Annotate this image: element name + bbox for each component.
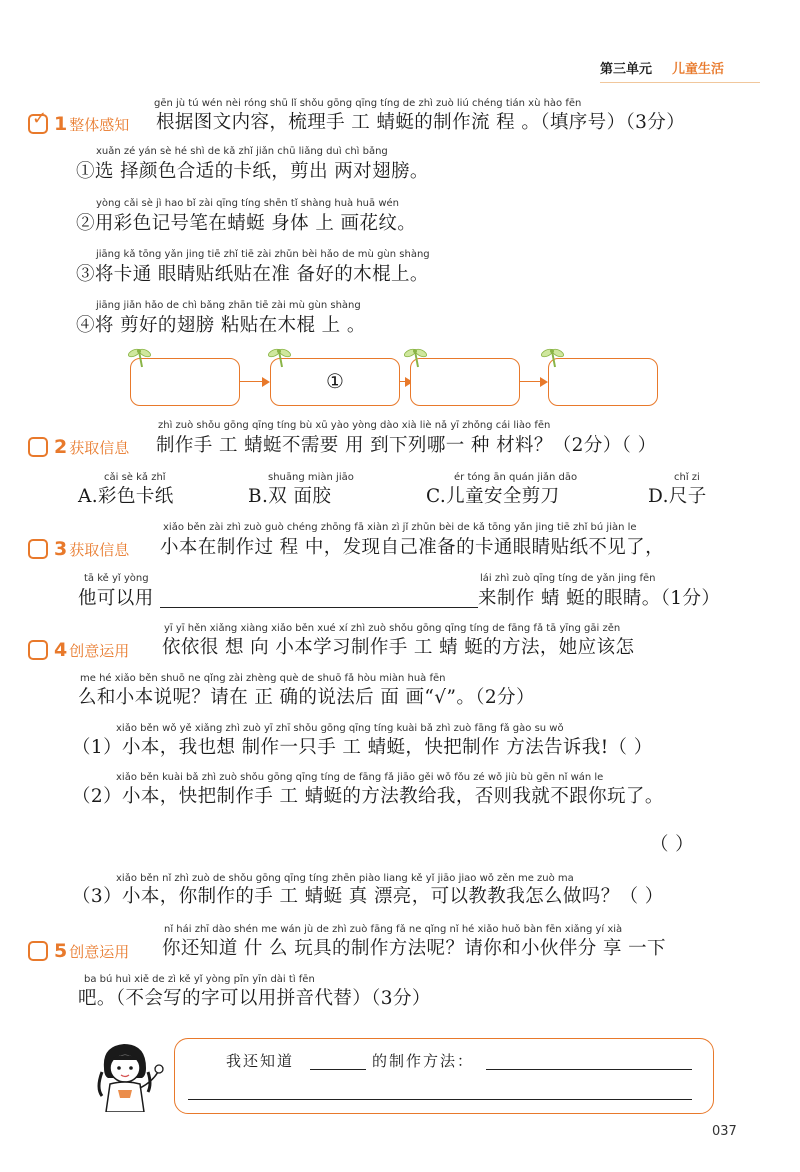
arrow-head-icon [262,377,270,387]
q2-option-b[interactable]: B.双 面胶 [248,486,332,507]
q3-text-2a: 他可以用 [78,588,154,609]
q5-pinyin-2: ba bú huì xiě de zì kě yǐ yòng pīn yīn dài tì fēn [84,974,315,985]
q2-option-d[interactable]: D.尺子 [648,486,707,507]
q3-pinyin-2b: lái zhì zuò qīng tíng de yǎn jing fēn [480,573,656,584]
answer-line-2[interactable] [188,1098,692,1100]
q1-header [28,108,130,135]
unit-label: 第三单元 [600,62,653,77]
q4-item-1: （1）小本，我也想 制作一只手 工 蜻蜓，快把制作 方法告诉我!（ ） [72,737,653,758]
q2-option-b-pinyin: shuāng miàn jiāo [268,472,354,483]
q4-text-2: 么和小本说呢？请在 正 确的说法后 面 画“√”。（2分） [78,687,535,708]
q1-step3: ③将卡通 眼睛贴纸贴在准 备好的木棍上。 [76,264,429,285]
q4-tag: 创意运用 [69,641,130,660]
q5-header [28,940,129,962]
q4-item-3: （3）小本，你制作的手 工 蜻蜓 真 漂亮，可以教教我怎么做吗？（ ） [72,886,664,907]
q4-number: 4 [54,639,68,661]
q4-header [28,639,129,661]
dragonfly-icon [268,347,292,369]
q5-tag: 创意运用 [69,942,130,961]
q1-step1: ①选 择颜色合适的卡纸，剪出 两对翅膀。 [76,161,429,182]
q1-tag: 整体感知 [69,115,130,134]
q3-text-2b: 来制作 蜻 蜓的眼睛。（1分） [478,588,721,609]
arrow-head-icon [540,377,548,387]
q2-option-c-pinyin: ér tóng ān quán jiǎn dāo [454,472,578,483]
dragonfly-icon [541,347,565,369]
q1-pinyin: gēn jù tú wén nèi róng shū lǐ shǒu gōng qīng tíng de zhì zuò liú chéng tián xù hào fēn [154,98,582,109]
checkmark-icon: ✓ [32,108,48,129]
q2-option-a[interactable]: A.彩色卡纸 [78,486,174,507]
q2-text: 制作手 工 蜻蜓不需要 用 到下列哪一 种 材料？（2分）（ ） [156,435,657,456]
q3-number: 3 [54,538,68,560]
q5-checkbox[interactable] [28,941,48,961]
topic-label: 儿童生活 [672,62,725,77]
q4-item2-paren[interactable]: （ ） [650,834,695,855]
q4-text-1: 依依很 想 向 小本学习制作手 工 蜻 蜓的方法，她应该怎 [162,637,635,658]
q1-checkbox[interactable] [28,108,48,134]
dragonfly-icon [128,347,152,369]
q1-step4-pinyin: jiāng jiǎn hǎo de chì bǎng zhān tiē zài mù gùn shàng [96,300,361,311]
answer-blank[interactable] [160,606,478,608]
q1-step2-pinyin: yòng cǎi sè jì hao bǐ zài qīng tíng shēn tǐ shàng huà huā wén [96,198,399,209]
q2-header [28,436,129,458]
q5-text-1: 你还知道 什 么 玩具的制作方法呢？请你和小伙伴分 享 一下 [162,938,666,959]
toy-name-blank[interactable] [310,1068,366,1070]
q2-number: 2 [54,436,68,458]
q2-option-c[interactable]: C.儿童安全剪刀 [426,486,560,507]
q5-number: 5 [54,940,68,962]
q1-number: 1 [54,113,68,135]
flow-arrow-3 [520,381,540,382]
q2-checkbox[interactable] [28,437,48,457]
bubble-suffix: 的制作方法： [372,1052,475,1070]
q5-pinyin-1: nǐ hái zhī dào shén me wán jù de zhì zuò fāng fǎ ne qǐng nǐ hé xiǎo huǒ bàn fēn xiǎng yí xià [164,924,623,935]
q3-pinyin-2a: tā kě yǐ yòng [84,573,149,584]
bubble-prefix: 我还知道 [226,1052,295,1070]
q4-item2-pinyin: xiǎo běn kuài bǎ zhì zuò shǒu gōng qīng tíng de fāng fǎ jiāo gěi wǒ fǒu zé wǒ jiù bù gēn nǐ wán le [116,772,604,783]
q1-step2: ②用彩色记号笔在蜻蜓 身体 上 画花纹。 [76,213,417,234]
q4-item1-pinyin: xiǎo běn wǒ yě xiǎng zhì zuò yī zhī shǒu gōng qīng tíng kuài bǎ zhì zuò fāng fǎ gào su wǒ [116,723,564,734]
flow-box-2-label: ① [326,369,344,393]
q3-pinyin-1: xiǎo běn zài zhì zuò guò chéng zhōng fā xiàn zì jǐ zhǔn bèi de kǎ tōng yǎn jing tiē zhǐ bú jiàn le [163,522,637,533]
q4-item-2: （2）小本，快把制作手 工 蜻蜓的方法教给我，否则我就不跟你玩了。 [72,786,664,807]
flow-arrow-1 [240,381,262,382]
page-number: 037 [712,1124,737,1139]
q2-tag: 获取信息 [69,438,130,457]
dragonfly-icon [404,347,428,369]
q3-tag: 获取信息 [69,540,130,559]
q4-pinyin-1: yī yī hěn xiǎng xiàng xiǎo běn xué xí zhì zuò shǒu gōng qīng tíng de fāng fǎ tā yīng gāi zěn [164,623,621,634]
q1-step3-pinyin: jiāng kǎ tōng yǎn jing tiē zhǐ tiē zài zhǔn bèi hǎo de mù gùn shàng [96,249,430,260]
q5-text-2: 吧。（不会写的字可以用拼音代替）（3分） [78,988,431,1009]
girl-illustration [88,1038,166,1112]
answer-line-1[interactable] [486,1068,692,1070]
q3-checkbox[interactable] [28,539,48,559]
header-divider [600,82,760,83]
q4-item3-pinyin: xiǎo běn nǐ zhì zuò de shǒu gōng qīng tíng zhēn piào liang kě yǐ jiāo jiao wǒ zěn me zuò ma [116,873,574,884]
q1-text: 根据图文内容，梳理手 工 蜻蜓的制作流 程 。（填序号）（3分） [156,112,686,133]
q1-step4: ④将 剪好的翅膀 粘贴在木棍 上 。 [76,315,366,336]
q3-text-1: 小本在制作过 程 中，发现自己准备的卡通眼睛贴纸不见了， [160,537,664,558]
q2-pinyin: zhì zuò shǒu gōng qīng tíng bù xū yào yòng dào xià liè nǎ yī zhǒng cái liào fēn [158,420,551,431]
q4-pinyin-2: me hé xiǎo běn shuō ne qǐng zài zhèng què de shuō fǎ hòu miàn huà fēn [80,673,446,684]
q3-header [28,538,129,560]
q2-option-a-pinyin: cǎi sè kǎ zhǐ [104,472,166,483]
q2-option-d-pinyin: chǐ zi [674,472,700,483]
q4-checkbox[interactable] [28,640,48,660]
q1-step1-pinyin: xuǎn zé yán sè hé shì de kǎ zhǐ jiǎn chū liǎng duì chì bǎng [96,146,388,157]
